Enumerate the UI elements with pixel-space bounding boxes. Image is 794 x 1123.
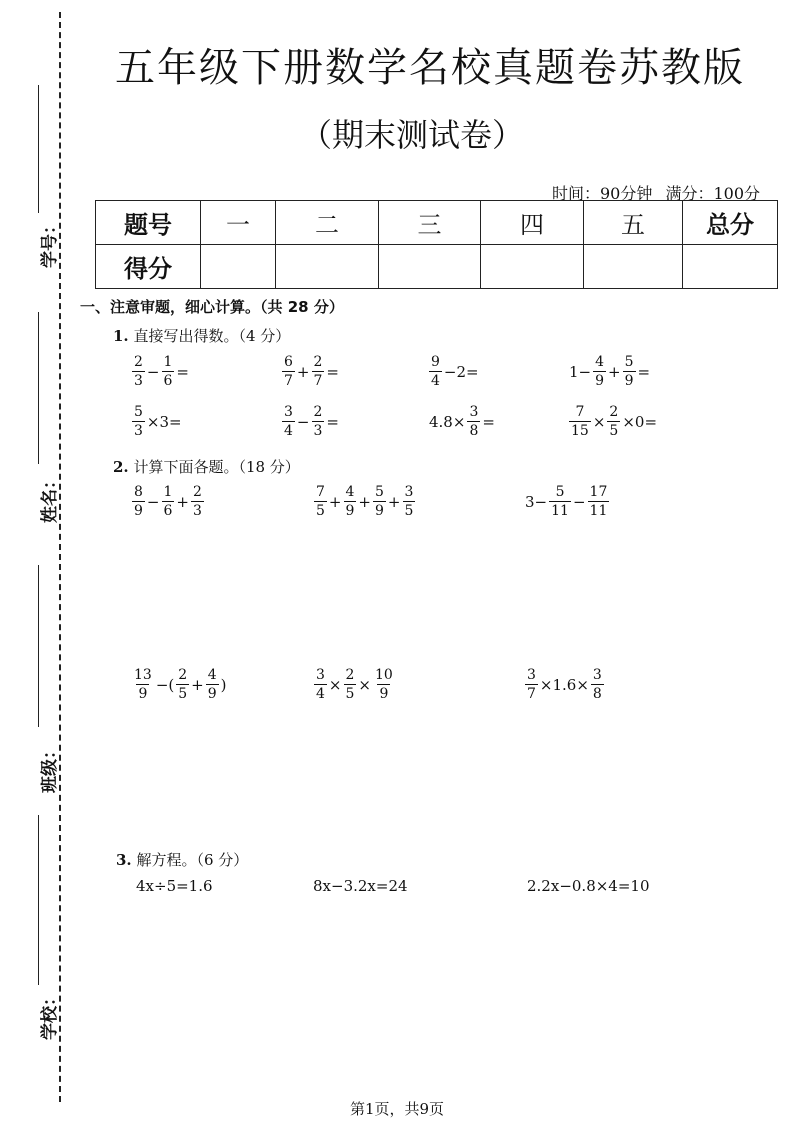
numerator: 9: [431, 354, 440, 370]
operator: =: [326, 412, 339, 431]
math-expression: [428, 405, 496, 438]
numerator: 2: [134, 354, 143, 370]
operator: −: [146, 492, 160, 511]
math-expression: [281, 405, 340, 438]
operator: +: [328, 492, 342, 511]
table-cell: 总分: [683, 201, 778, 245]
school-label: 学校：: [40, 989, 60, 1040]
fraction: [373, 668, 395, 701]
table-cell: 一: [201, 201, 276, 245]
fraction: [132, 668, 154, 701]
operator: +: [387, 492, 401, 511]
question-text: 直接写出得数。（4 分）: [133, 327, 291, 345]
numerator: 1: [163, 354, 173, 370]
denominator: 8: [469, 423, 479, 439]
question-text: 计算下面各题。（18 分）: [133, 458, 300, 476]
operator: −: [146, 362, 160, 381]
fraction: [312, 405, 325, 438]
score-table: [95, 200, 778, 289]
denominator: 9: [624, 373, 634, 389]
fraction: [132, 355, 145, 388]
denominator: 9: [595, 373, 605, 389]
operator: ×: [592, 412, 606, 431]
denominator: 3: [193, 503, 202, 519]
denominator: 7: [284, 373, 293, 389]
score-input-cell[interactable]: [379, 245, 481, 289]
math-expression: [313, 668, 396, 701]
operator: −2=: [443, 362, 479, 381]
score-input-cell[interactable]: [201, 245, 276, 289]
fraction: [569, 405, 591, 438]
score-label: 满分：100分: [665, 184, 760, 203]
fraction: [206, 668, 219, 701]
score-input-cell[interactable]: [276, 245, 379, 289]
numerator: 3: [404, 484, 414, 500]
table-cell: 三: [379, 201, 481, 245]
fraction: [132, 485, 145, 518]
question-2: [113, 456, 300, 477]
numerator: 4: [345, 484, 355, 500]
fraction: [623, 355, 636, 388]
denominator: 8: [592, 686, 602, 702]
numerator: 3: [284, 404, 293, 420]
binding-dashed-line: [59, 12, 61, 1102]
denominator: 9: [134, 503, 143, 519]
question-1: [113, 325, 290, 346]
math-expression: [131, 485, 205, 518]
denominator: 3: [134, 423, 143, 439]
numerator: 3: [592, 667, 602, 683]
numerator: 7: [575, 404, 585, 420]
denominator: 9: [379, 686, 389, 702]
operator: −: [296, 412, 310, 431]
score-table-header-row: [96, 201, 778, 245]
fraction: [403, 485, 416, 518]
class-line: [38, 565, 39, 727]
operator: =: [482, 412, 495, 431]
fraction: [132, 405, 145, 438]
fraction: [176, 668, 189, 701]
denominator: 7: [527, 686, 536, 702]
numerator: 5: [555, 484, 565, 500]
score-input-cell[interactable]: [481, 245, 584, 289]
denominator: 6: [163, 373, 173, 389]
fraction: [162, 485, 175, 518]
page-subtitle: （期末测试卷）: [300, 116, 525, 154]
operator: ×0=: [622, 412, 658, 431]
numerator: 5: [624, 354, 634, 370]
operator: =: [326, 362, 339, 381]
denominator: 15: [571, 423, 589, 439]
denominator: 4: [284, 423, 293, 439]
name-label: 姓名：: [40, 472, 60, 523]
table-cell: 题号: [96, 201, 201, 245]
fraction: [588, 485, 610, 518]
denominator: 4: [316, 686, 325, 702]
numerator: 3: [469, 404, 479, 420]
operator: +: [191, 675, 204, 694]
score-table-score-row: [96, 245, 778, 289]
operator: 4.8×: [429, 412, 466, 431]
numerator: 17: [589, 484, 608, 500]
numerator: 10: [375, 667, 393, 683]
math-expression: [524, 485, 610, 518]
question-number: 1.: [113, 327, 129, 345]
fraction: [314, 668, 327, 701]
fraction: [162, 355, 175, 388]
denominator: 7: [313, 373, 323, 389]
fraction: [282, 405, 295, 438]
denominator: 5: [609, 423, 619, 439]
fraction: [549, 485, 571, 518]
operator: +: [608, 362, 621, 381]
fraction: [607, 405, 620, 438]
table-cell: 得分: [96, 245, 201, 289]
denominator: 9: [138, 686, 148, 702]
school-line: [38, 815, 39, 985]
fraction: [344, 668, 357, 701]
numerator: 5: [134, 404, 143, 420]
operator: +: [296, 362, 310, 381]
name-line: [38, 312, 39, 464]
numerator: 2: [345, 667, 355, 683]
fraction: [191, 485, 204, 518]
denominator: 9: [375, 503, 384, 519]
numerator: 1: [163, 484, 173, 500]
fraction: [525, 668, 538, 701]
math-expression: [131, 668, 228, 701]
fraction: [467, 405, 480, 438]
denominator: 5: [178, 686, 188, 702]
question-text: 解方程。（6 分）: [136, 851, 249, 869]
numerator: 3: [316, 667, 325, 683]
math-expression: [428, 355, 480, 388]
operator: 3−: [525, 492, 548, 511]
table-cell: 二: [276, 201, 379, 245]
math-expression: [568, 355, 651, 388]
denominator: 3: [313, 423, 323, 439]
operator: ×3=: [146, 412, 182, 431]
section-heading: 一、注意审题，细心计算。（共 28 分）: [80, 298, 344, 316]
denominator: 3: [134, 373, 143, 389]
page-footer: 第1页，共9页: [349, 1100, 445, 1118]
fraction: [593, 355, 606, 388]
fraction: [373, 485, 386, 518]
numerator: 13: [134, 667, 152, 683]
operator: ×: [328, 675, 342, 694]
equation: 4x÷5=1.6: [136, 877, 213, 895]
fraction: [344, 485, 357, 518]
question-number: 2.: [113, 458, 129, 476]
question-number: 3.: [116, 851, 132, 869]
equation: 2.2x−0.8×4=10: [527, 877, 650, 895]
numerator: 2: [609, 404, 619, 420]
question-3: [116, 849, 248, 870]
math-expression: [313, 485, 416, 518]
table-cell: 四: [481, 201, 584, 245]
score-input-cell[interactable]: [683, 245, 778, 289]
denominator: 9: [207, 686, 217, 702]
operator: +: [358, 492, 371, 511]
page-title: 五年级下册数学名校真题卷苏教版: [115, 45, 745, 91]
math-expression: [131, 355, 190, 388]
numerator: 2: [193, 484, 202, 500]
math-expression: [568, 405, 658, 438]
denominator: 9: [345, 503, 355, 519]
denominator: 5: [316, 503, 325, 519]
denominator: 11: [551, 503, 569, 519]
operator: ×: [358, 675, 371, 694]
operator: =: [176, 362, 189, 381]
math-expression: [131, 405, 183, 438]
operator: 1−: [569, 362, 592, 381]
denominator: 5: [404, 503, 414, 519]
class-label: 班级：: [40, 742, 60, 793]
operator: −(: [155, 675, 175, 694]
table-cell: 五: [584, 201, 683, 245]
math-expression: [281, 355, 340, 388]
fraction: [591, 668, 604, 701]
numerator: 6: [284, 354, 293, 370]
numerator: 2: [313, 354, 323, 370]
numerator: 8: [134, 484, 143, 500]
student-id-line: [38, 85, 39, 213]
denominator: 6: [163, 503, 173, 519]
operator: =: [637, 362, 651, 381]
denominator: 5: [345, 686, 355, 702]
operator: ): [220, 675, 227, 694]
equation: 8x−3.2x=24: [313, 877, 408, 895]
operator: +: [176, 492, 189, 511]
numerator: 3: [527, 667, 536, 683]
score-input-cell[interactable]: [584, 245, 683, 289]
numerator: 2: [313, 404, 323, 420]
time-label: 时间：90分钟: [551, 184, 653, 203]
operator: ×1.6×: [539, 675, 589, 694]
denominator: 4: [431, 373, 440, 389]
fraction: [282, 355, 295, 388]
numerator: 5: [375, 484, 384, 500]
denominator: 11: [589, 503, 608, 519]
operator: −: [572, 492, 586, 511]
fraction: [429, 355, 442, 388]
fraction: [312, 355, 325, 388]
fraction: [314, 485, 327, 518]
numerator: 4: [207, 667, 217, 683]
student-id-label: 学号：: [40, 217, 60, 268]
numerator: 7: [316, 484, 325, 500]
numerator: 4: [595, 354, 605, 370]
numerator: 2: [178, 667, 188, 683]
math-expression: [524, 668, 605, 701]
